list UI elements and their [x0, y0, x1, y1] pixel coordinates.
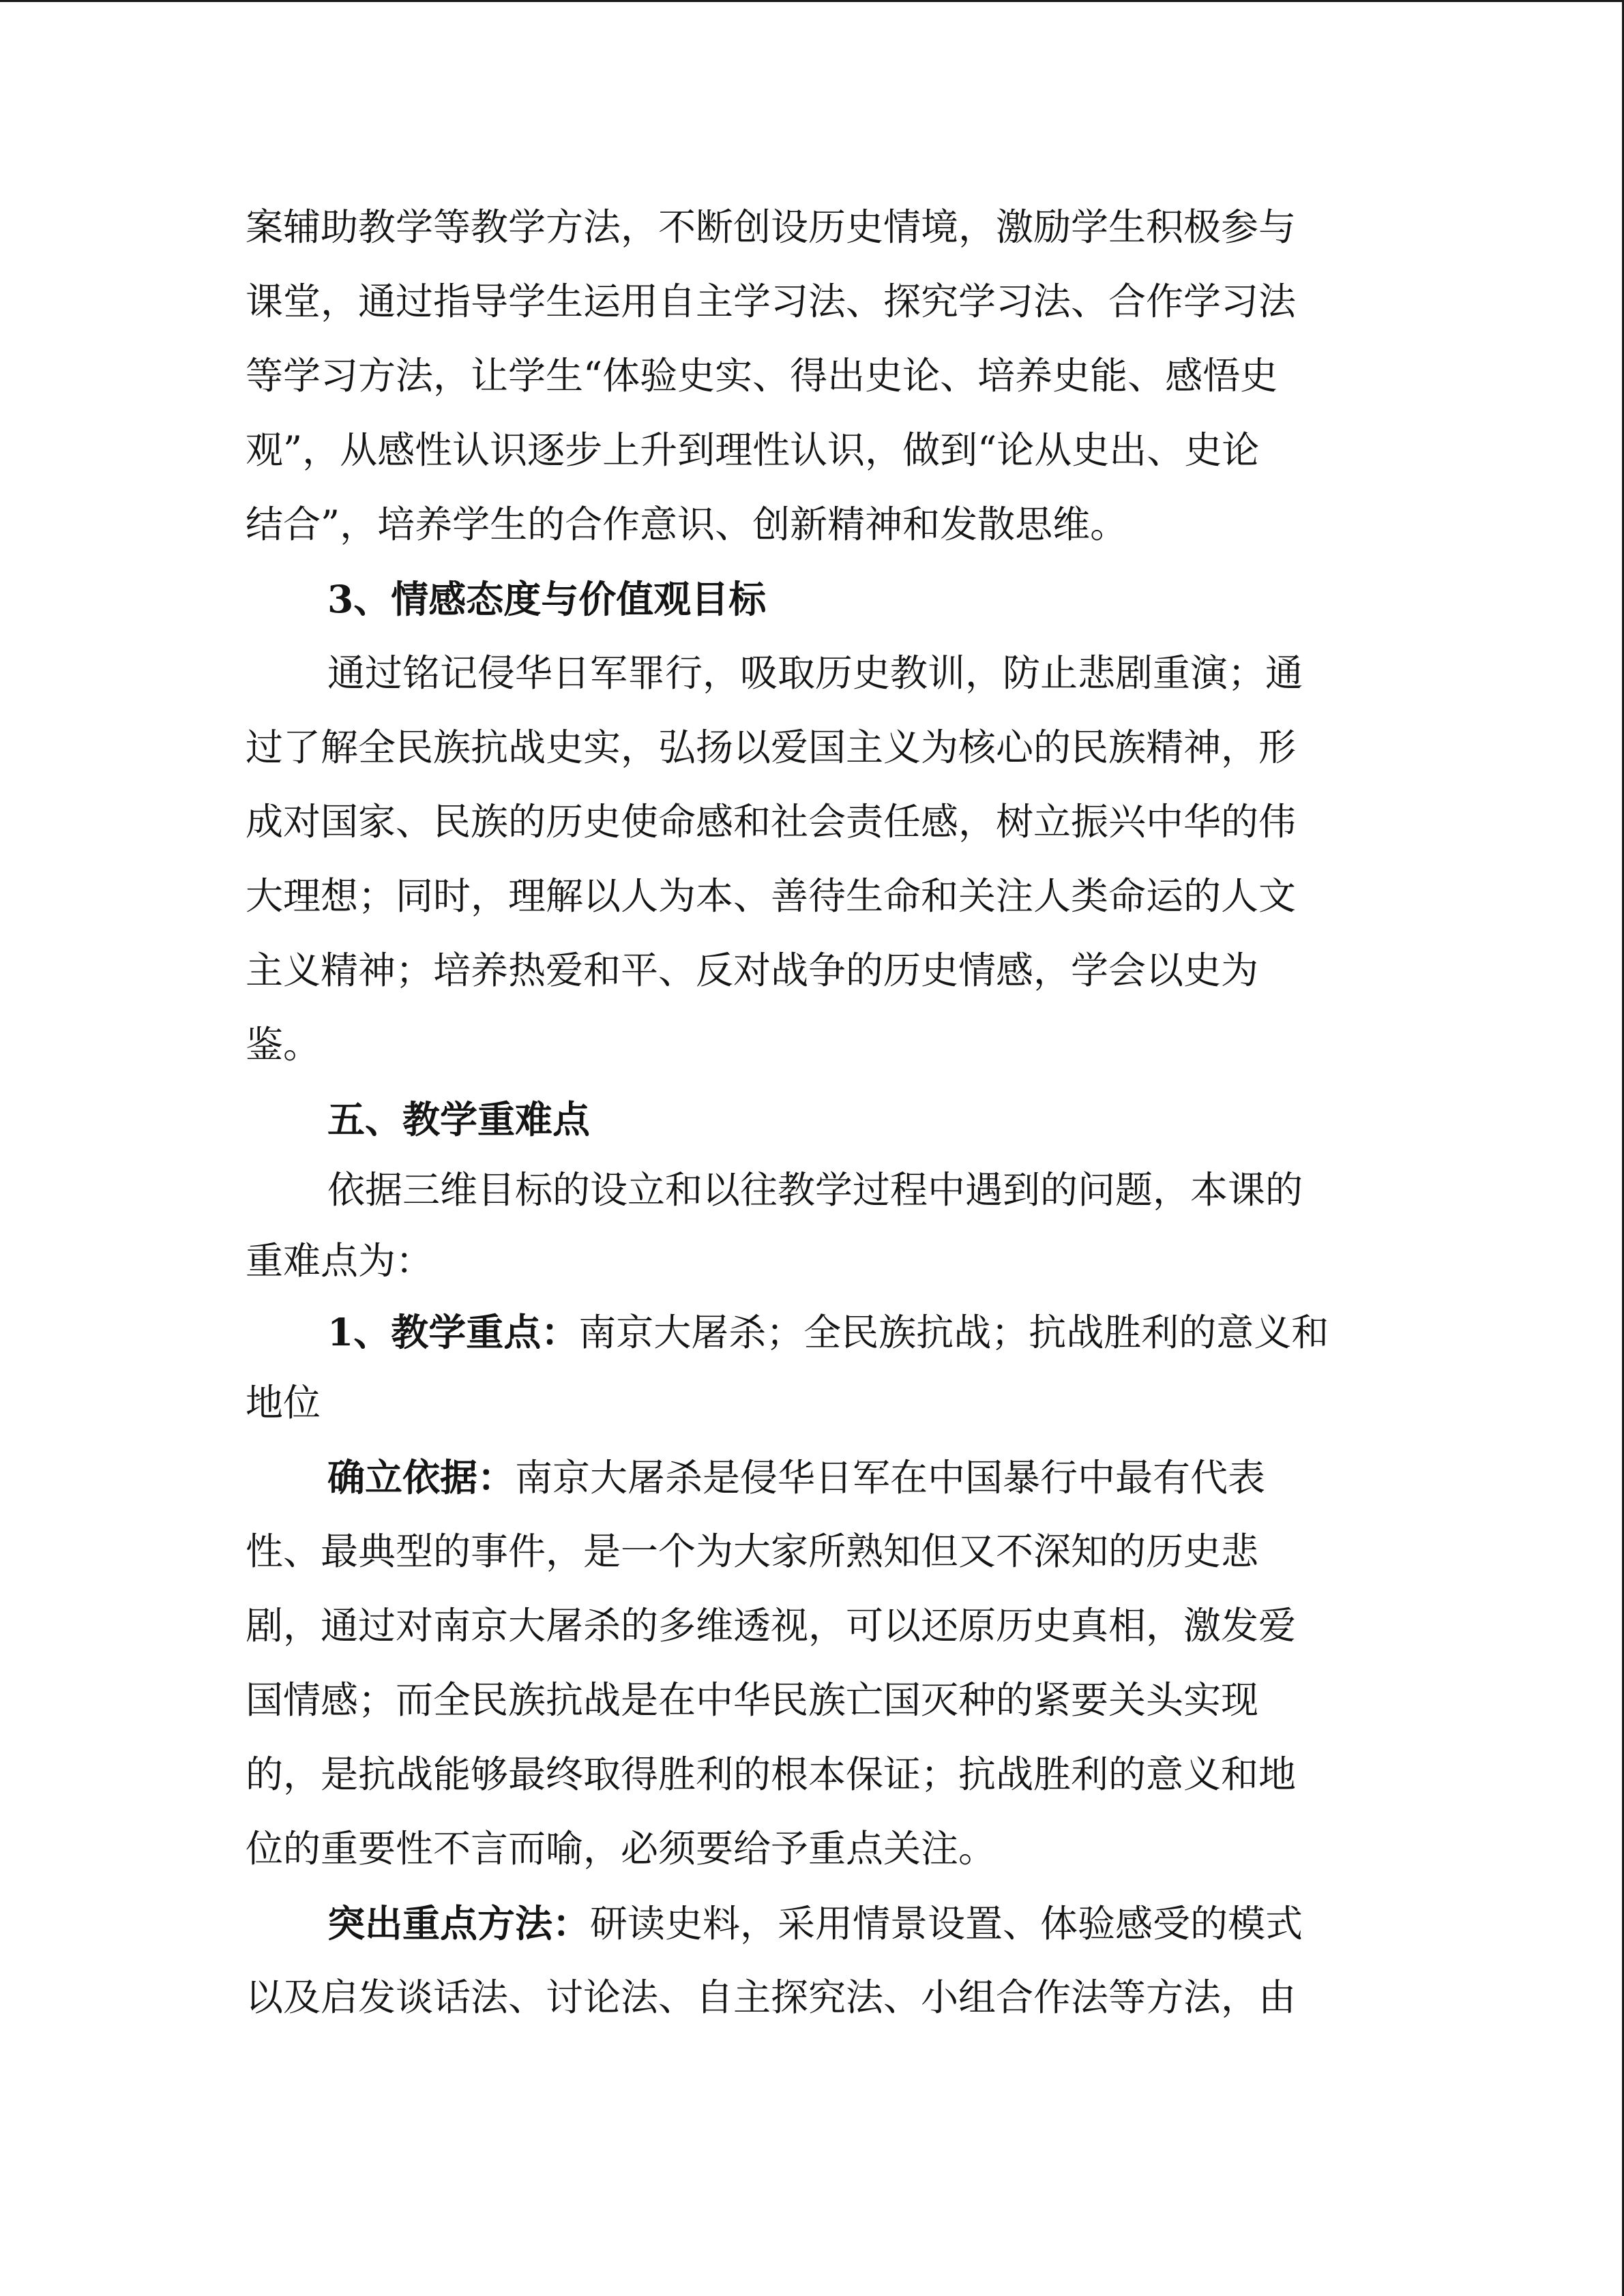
text-line: 国情感；而全民族抗战是在中华民族亡国灭种的紧要关头实现 — [246, 1678, 1259, 1722]
text-line — [246, 1310, 1371, 1384]
text-line: 观”，从感性认识逐步上升到理性认识，做到“论从史出、史论 — [246, 428, 1260, 472]
text-line: 依据三维目标的设立和以往教学过程中遇到的问题，本课的 — [327, 1168, 1303, 1212]
paragraph-teaching-key-points — [246, 1310, 1371, 1459]
section-heading-key-difficult-points: 五、教学重难点 — [327, 1097, 591, 1142]
text-line: 的，是抗战能够最终取得胜利的根本保证；抗战胜利的意义和地 — [246, 1753, 1297, 1796]
document-page — [246, 205, 1371, 2053]
key-points-label: 1、教学重点： — [327, 1310, 579, 1354]
basis-text: 南京大屠杀是侵华日军在中国暴行中最有代表 — [515, 1456, 1266, 1500]
section-heading-affective-goal: 3、情感态度与价值观目标 — [327, 577, 767, 621]
highlight-methods-label: 突出重点方法： — [327, 1901, 591, 1945]
highlight-methods-text: 研读史料，采用情景设置、体验感受的模式 — [590, 1902, 1303, 1945]
text-line: 案辅助教学等教学方法，不断创设历史情境，激励学生积极参与 — [246, 205, 1297, 249]
paragraph-affective-goal — [246, 651, 1371, 1101]
basis-label: 确立依据： — [327, 1455, 516, 1500]
text-line: 结合”，培养学生的合作意识、创新精神和发散思维。 — [246, 503, 1128, 546]
page-top-border — [0, 0, 1624, 2]
paragraph-methods — [246, 205, 1371, 580]
text-line: 成对国家、民族的历史使命感和社会责任感，树立振兴中华的伟 — [246, 800, 1297, 844]
text-line — [246, 1455, 1371, 1533]
text-line: 过了解全民族抗战史实，弘扬以爱国主义为核心的民族精神，形 — [246, 726, 1297, 769]
text-line: 课堂，通过指导学生运用自主学习法、探究学习法、合作学习法 — [246, 280, 1297, 323]
paragraph-highlight-methods — [246, 1901, 1371, 2053]
text-line: 性、最典型的事件，是一个为大家所熟知但又不深知的历史悲 — [246, 1530, 1259, 1573]
text-line: 等学习方法，让学生“体验史实、得出史论、培养史能、感悟史 — [246, 354, 1278, 398]
text-line: 位的重要性不言而喻，必须要给予重点关注。 — [246, 1827, 996, 1870]
paragraph-basis — [246, 1455, 1371, 1905]
text-line: 主义精神；培养热爱和平、反对战争的历史情感，学会以史为 — [246, 949, 1259, 992]
key-points-text: 南京大屠杀；全民族抗战；抗战胜利的意义和 — [578, 1311, 1329, 1354]
text-line: 重难点为： — [246, 1239, 434, 1283]
text-line: 大理想；同时，理解以人为本、善待生命和关注人类命运的人文 — [246, 874, 1297, 918]
text-line: 通过铭记侵华日军罪行，吸取历史教训，防止悲剧重演；通 — [327, 651, 1303, 695]
text-line: 地位 — [246, 1381, 321, 1425]
text-line: 剧，通过对南京大屠杀的多维透视，可以还原历史真相，激发爱 — [246, 1604, 1297, 1648]
text-line: 以及启发谈话法、讨论法、自主探究法、小组合作法等方法，由 — [246, 1976, 1297, 2019]
paragraph-key-points-intro — [246, 1168, 1371, 1313]
text-line: 鉴。 — [246, 1023, 321, 1067]
text-line — [246, 1901, 1371, 1979]
